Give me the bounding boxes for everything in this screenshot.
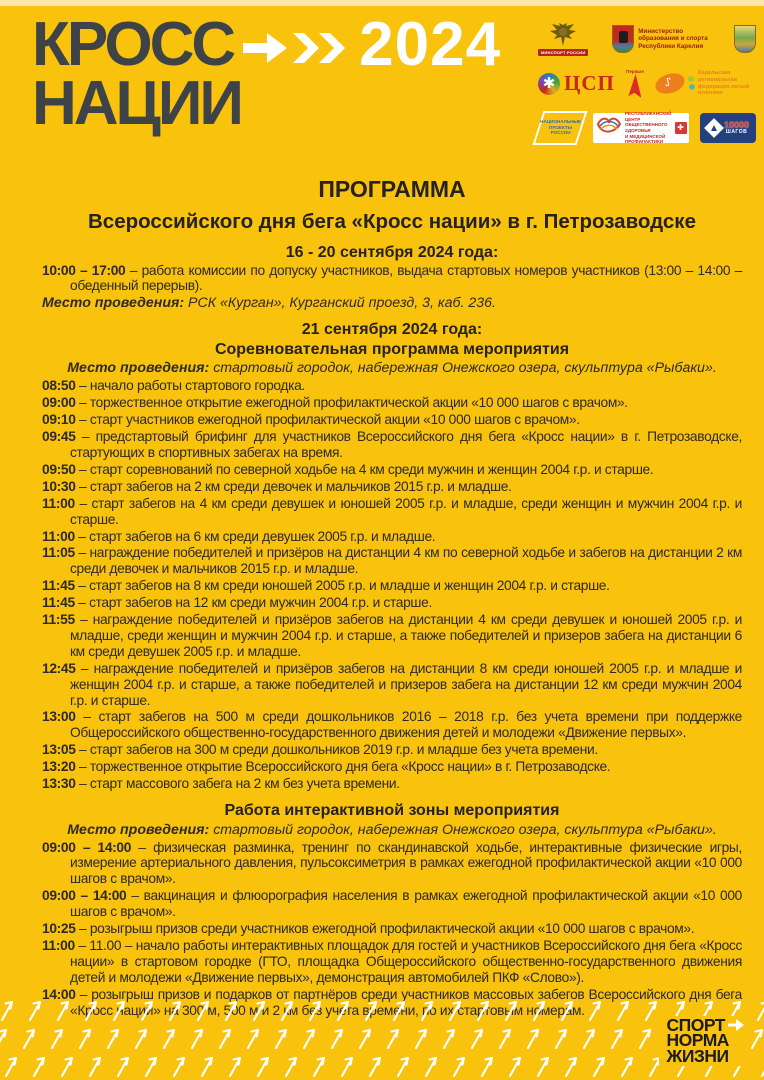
up-right-arrow-icon [592, 1052, 607, 1080]
entry-text: – работа комиссии по допуску участников, выдача стартовых номеров участников (13:00 – 14:00 – обеденный перерыв). [70, 262, 742, 294]
venue-label: Место проведения: [67, 360, 210, 377]
up-right-arrow-icon [620, 1052, 635, 1080]
up-right-arrow-icon [760, 1052, 764, 1080]
entry-text: – физическая разминка, тренинг по скандинавской ходьбе, интерактивные физические игры, измерение артериального давления, пульсоксиметрия в рамках ежегодной профилактической акции «10 000 шагов с врачом». [70, 839, 742, 887]
csp-logo [538, 71, 615, 96]
health-line3: И МЕДИЦИНСКОЙ ПРОФИЛАКТИКИ [625, 133, 666, 145]
athletics-federation-logo [655, 70, 756, 97]
up-right-arrow-icon [200, 1052, 215, 1080]
schedule-entry [42, 496, 742, 528]
csp-label: ЦСП [564, 71, 615, 95]
entry-time: 11:55 [42, 612, 75, 628]
venue-line [42, 295, 742, 311]
venue-text: стартовый городок, набережная Онежского озера, скульптура «Рыбаки». [209, 821, 717, 838]
section-heading: 16 - 20 сентября 2024 года: [285, 244, 499, 261]
slogan-word: СПОРТ [666, 1014, 725, 1035]
entry-time: 08:50 [42, 378, 76, 394]
up-right-arrow-icon [78, 1024, 93, 1055]
partner-row-3 [538, 111, 756, 145]
steps-label: ШАГОВ [725, 129, 748, 135]
up-right-arrow-icon [480, 1052, 495, 1080]
partner-logos [538, 22, 756, 145]
national-projects-text: НАЦИОНАЛЬНЫЕ ПРОЕКТЫ РОССИИ [539, 119, 581, 136]
up-right-arrow-icon [750, 1024, 764, 1055]
schedule-entry [42, 578, 742, 594]
athletics-dots-icon [688, 76, 695, 92]
schedule-section-1 [42, 243, 742, 311]
entry-text: – старт участников ежегодной профилактической акции «10 000 шагов с врачом». [75, 412, 580, 428]
pervye-label: Первые [625, 69, 644, 74]
pervye-logo [626, 69, 644, 98]
minsport-caption: МИНСПОРТ РОССИИ [538, 49, 588, 56]
slogan-word: НОРМА [666, 1030, 729, 1050]
entry-time: 09:45 [42, 429, 76, 445]
schedule-section-3 [42, 801, 742, 1018]
entry-time: 09:00 [42, 395, 76, 411]
up-right-arrow-icon [386, 1024, 401, 1055]
minsport-russia-logo [538, 22, 588, 56]
steps-number: 10000 [723, 120, 750, 130]
pervye-arrow-icon [628, 74, 641, 98]
up-right-arrow-icon [4, 1052, 19, 1080]
up-right-arrow-icon [32, 1052, 47, 1080]
entry-text: – старт забегов на 300 м среди дошкольников 2019 г.р. и младше без учета времени. [75, 742, 598, 758]
csp-emblem-icon [538, 73, 560, 95]
venue-label: Место проведения: [42, 295, 185, 312]
venue-text: РСК «Курган», Курганский проезд, 3, каб. 236. [184, 295, 496, 312]
up-right-arrow-icon [246, 1024, 261, 1055]
entry-time: 13:00 [42, 709, 76, 725]
sport-norma-zhizni-logo [659, 1016, 748, 1067]
up-right-arrow-icon [536, 1052, 551, 1080]
slogan-word: ЖИЗНИ [666, 1045, 729, 1066]
up-right-arrow-icon [358, 1024, 373, 1055]
entry-time: 13:05 [42, 742, 76, 758]
up-right-arrow-icon [470, 1024, 485, 1055]
entry-text: – предстартовый брифинг для участников Всероссийского дня бега «Кросс нации» в г. Петрозаводске, стартующих в спортивных забегах на время. [70, 429, 742, 460]
schedule-entry [42, 921, 742, 937]
entry-text: – торжественное открытие ежегодной профилактической акции «10 000 шагов с врачом». [75, 395, 628, 411]
venue-label: Место проведения: [67, 821, 210, 838]
entry-text: – старт забегов на 12 км среди мужчин 2004 г.р. и старше. [74, 595, 432, 611]
schedule-entry [42, 612, 742, 660]
entry-time: 10:00 – 17:00 [42, 262, 126, 278]
entry-time: 13:20 [42, 759, 76, 775]
up-right-arrow-icon [396, 1052, 411, 1080]
up-right-arrow-icon [274, 1024, 289, 1055]
schedule-entry [42, 938, 742, 986]
event-logo [32, 10, 502, 139]
schedule-entry [42, 263, 742, 295]
logo-year: 2024 [359, 10, 502, 79]
logo-word-kross: КРОСС [32, 10, 234, 79]
up-right-arrow-icon [442, 1024, 457, 1055]
national-projects-logo [532, 111, 587, 145]
up-right-arrow-icon [330, 1024, 345, 1055]
entry-text: – старт забегов на 500 м среди дошкольников 2016 – 2018 г.р. без учета времени при поддержке Общероссийского общественно-государственного движения детей и молодежи «Движение первых». [70, 709, 742, 741]
schedule-entry [42, 462, 742, 478]
entry-time: 11:45 [42, 578, 75, 594]
up-right-arrow-icon [452, 1052, 467, 1080]
up-right-arrow-icon [424, 1052, 439, 1080]
karelia-ministry-text: Министерство образования и спорта Республики Карелия [638, 27, 708, 50]
entry-text: – награждение победителей и призёров забегов на дистанции 8 км среди юношей 2005 г.р. и младше и женщин 2004 г.р. и старше, а также победителей и призеров забега на дистанции 12 км среди мужчин 2004 г.р. и старше. [70, 660, 742, 708]
up-right-arrow-icon [498, 1024, 513, 1055]
up-right-arrow-icon [50, 1024, 65, 1055]
entry-text: – торжественное открытие Всероссийского дня бега «Кросс нации» в г. Петрозаводске. [75, 759, 611, 775]
up-right-arrow-icon [340, 1052, 355, 1080]
runner-icon [653, 70, 687, 97]
up-right-arrow-icon [610, 1024, 625, 1055]
petrozavodsk-arms-icon [734, 25, 756, 53]
entry-time: 11:00 [42, 528, 75, 544]
entry-text: – старт забегов на 2 км среди девочек и мальчиков 2015 г.р. и младше. [75, 478, 512, 494]
schedule-entry [42, 529, 742, 545]
entry-list [42, 263, 742, 295]
up-right-arrow-icon [302, 1024, 317, 1055]
program-body [0, 176, 764, 1020]
karelia-ministry-logo [612, 25, 710, 53]
venue-line [42, 360, 742, 376]
venue-text: стартовый городок, набережная Онежского озера, скульптура «Рыбаки». [209, 360, 717, 377]
entry-text: – старт соревнований по северной ходьбе на 4 км среди мужчин и женщин 2004 г.р. и старше. [75, 461, 654, 477]
up-right-arrow-icon [508, 1052, 523, 1080]
up-right-arrow-icon [116, 1052, 131, 1080]
entry-text: – розыгрыш призов среди участников ежегодной профилактической акции «10 000 шагов с врачом». [75, 921, 695, 937]
up-right-arrow-icon [554, 1024, 569, 1055]
up-right-arrow-icon [218, 1024, 233, 1055]
schedule-entry [42, 429, 742, 461]
entry-time: 10:25 [42, 921, 76, 937]
entry-text: – награждение победителей и призёров на дистанции 4 км по северной ходьбе и забегов на дистанции 2 км среди девочек и мальчиков 2015 г.р. и младше. [70, 545, 742, 577]
schedule-entry [42, 595, 742, 611]
up-right-arrow-icon [414, 1024, 429, 1055]
up-right-arrow-icon [368, 1052, 383, 1080]
up-right-arrow-icon [162, 1024, 177, 1055]
page-title: ПРОГРАММА [318, 176, 466, 202]
logo-arrow-icon [243, 30, 345, 66]
entry-time: 14:00 [42, 986, 76, 1002]
entry-list [42, 378, 742, 792]
schedule-entry [42, 661, 742, 709]
section-heading: Работа интерактивной зоны мероприятия [224, 802, 560, 820]
schedule-entry [42, 840, 742, 888]
partner-row-2 [538, 69, 756, 98]
arrow-pattern-row [4, 1052, 764, 1080]
karelia-arms-icon [612, 25, 634, 53]
schedule-entry [42, 742, 742, 758]
entry-text: – розыгрыш призов и подарков от партнёров среди участников массовых забегов Всероссийского дня бега «Кросс нации» на 300 м, 500 м и 2 км без учета времени, по их стартовым номерам. [70, 986, 742, 1018]
entry-text: – старт забегов на 4 км среди девушек и юношей 2005 г.р. и младше, среди женщин и мужчин 2004 г.р. и старше. [70, 495, 742, 527]
up-right-arrow-icon [256, 1052, 271, 1080]
up-right-arrow-icon [22, 1024, 37, 1055]
entry-time: 11:05 [42, 545, 75, 561]
entry-time: 09:00 – 14:00 [42, 888, 127, 904]
schedule-sections [42, 243, 742, 1019]
entry-time: 13:30 [42, 776, 76, 792]
section-heading: 21 сентября 2024 года: [301, 321, 483, 339]
up-right-arrow-icon [88, 1052, 103, 1080]
schedule-entry [42, 395, 742, 411]
entry-text: – начало работы стартового городка. [75, 378, 305, 394]
top-edge-strip [0, 0, 764, 6]
up-right-arrow-icon [106, 1024, 121, 1055]
entry-text: – 11.00 – начало работы интерактивных площадок для гостей и участников Всероссийского дня бега «Кросс нации» в стартовом городке (ГТО, площадка Общероссийского общественно-государственного движения детей и молодежи «Движение первых», демонстрация автомобилей ПКФ «Слово»). [70, 937, 742, 985]
health-center-text [625, 111, 672, 145]
entry-time: 09:50 [42, 461, 76, 477]
entry-time: 09:10 [42, 412, 76, 428]
health-cross-icon: ✚ [675, 122, 687, 134]
schedule-entry [42, 987, 742, 1019]
schedule-section-2 [42, 320, 742, 792]
entry-time: 12:45 [42, 660, 76, 676]
health-line1: РЕСПУБЛИКАНСКИЙ [625, 111, 672, 117]
up-right-arrow-icon [582, 1024, 597, 1055]
up-right-arrow-icon [60, 1052, 75, 1080]
entry-time: 10:30 [42, 478, 76, 494]
section-heading: Соревновательная программа мероприятия [214, 340, 570, 358]
eagle-icon [548, 22, 578, 48]
steps-10000-logo [700, 113, 756, 143]
slogan-line [666, 1045, 744, 1066]
schedule-entry [42, 776, 742, 792]
entry-text: – старт забегов на 6 км среди девушек 2005 г.р. и младше. [74, 528, 436, 544]
entry-time: 11:00 [42, 937, 75, 953]
up-right-arrow-icon [564, 1052, 579, 1080]
schedule-entry [42, 378, 742, 394]
walking-figure-icon [704, 118, 724, 138]
athletics-federation-text: Карельская региональная федерация легкой атлетики [698, 70, 750, 97]
venue-line [42, 822, 742, 838]
entry-time: 09:00 – 14:00 [42, 839, 132, 855]
page-subtitle: Всероссийского дня бега «Кросс нации» в г. Петрозаводске [88, 210, 696, 233]
entry-list [42, 840, 742, 1019]
partner-row-1 [538, 22, 756, 56]
up-right-arrow-icon [284, 1052, 299, 1080]
schedule-entry [42, 888, 742, 920]
up-right-arrow-icon [190, 1024, 205, 1055]
schedule-entry [42, 709, 742, 741]
entry-text: – вакцинация и флюорография населения в рамках ежегодной профилактической акции «10 000 шагов с врачом». [70, 888, 742, 920]
entry-text: – награждение победителей и призёров забегов на дистанции 4 км среди девушек и юношей 2005 г.р. и младше, среди женщин и мужчин 2004 г.р. и старше, а также победителей и призеров забега на дистанции 6 км среди девушек 2005 г.р. и младше. [70, 612, 742, 659]
up-right-arrow-icon [172, 1052, 187, 1080]
entry-time: 11:00 [42, 495, 75, 511]
up-right-arrow-icon [144, 1052, 159, 1080]
logo-word-nation: НАЦИИ [32, 69, 241, 139]
schedule-entry [42, 412, 742, 428]
entry-text: – старт массового забега на 2 км без учета времени. [75, 776, 400, 792]
schedule-entry [42, 545, 742, 577]
up-right-arrow-icon [134, 1024, 149, 1055]
up-right-arrow-icon [526, 1024, 541, 1055]
heart-scribble-icon [596, 116, 622, 140]
entry-text: – старт забегов на 8 км среди юношей 2005 г.р. и младше и женщин 2004 г.р. и старше. [74, 578, 610, 594]
up-right-arrow-icon [312, 1052, 327, 1080]
slogan-arrow-icon [728, 1019, 744, 1031]
schedule-entry [42, 479, 742, 495]
arrow-pattern-row [0, 1024, 764, 1055]
up-right-arrow-icon [0, 1024, 9, 1055]
up-right-arrow-icon [638, 1024, 653, 1055]
health-center-logo [593, 113, 689, 143]
up-right-arrow-icon [228, 1052, 243, 1080]
schedule-entry [42, 759, 742, 775]
health-line2: ЦЕНТР ОБЩЕСТВЕННОГО ЗДОРОВЬЯ [625, 116, 668, 133]
entry-time: 11:45 [42, 595, 75, 611]
